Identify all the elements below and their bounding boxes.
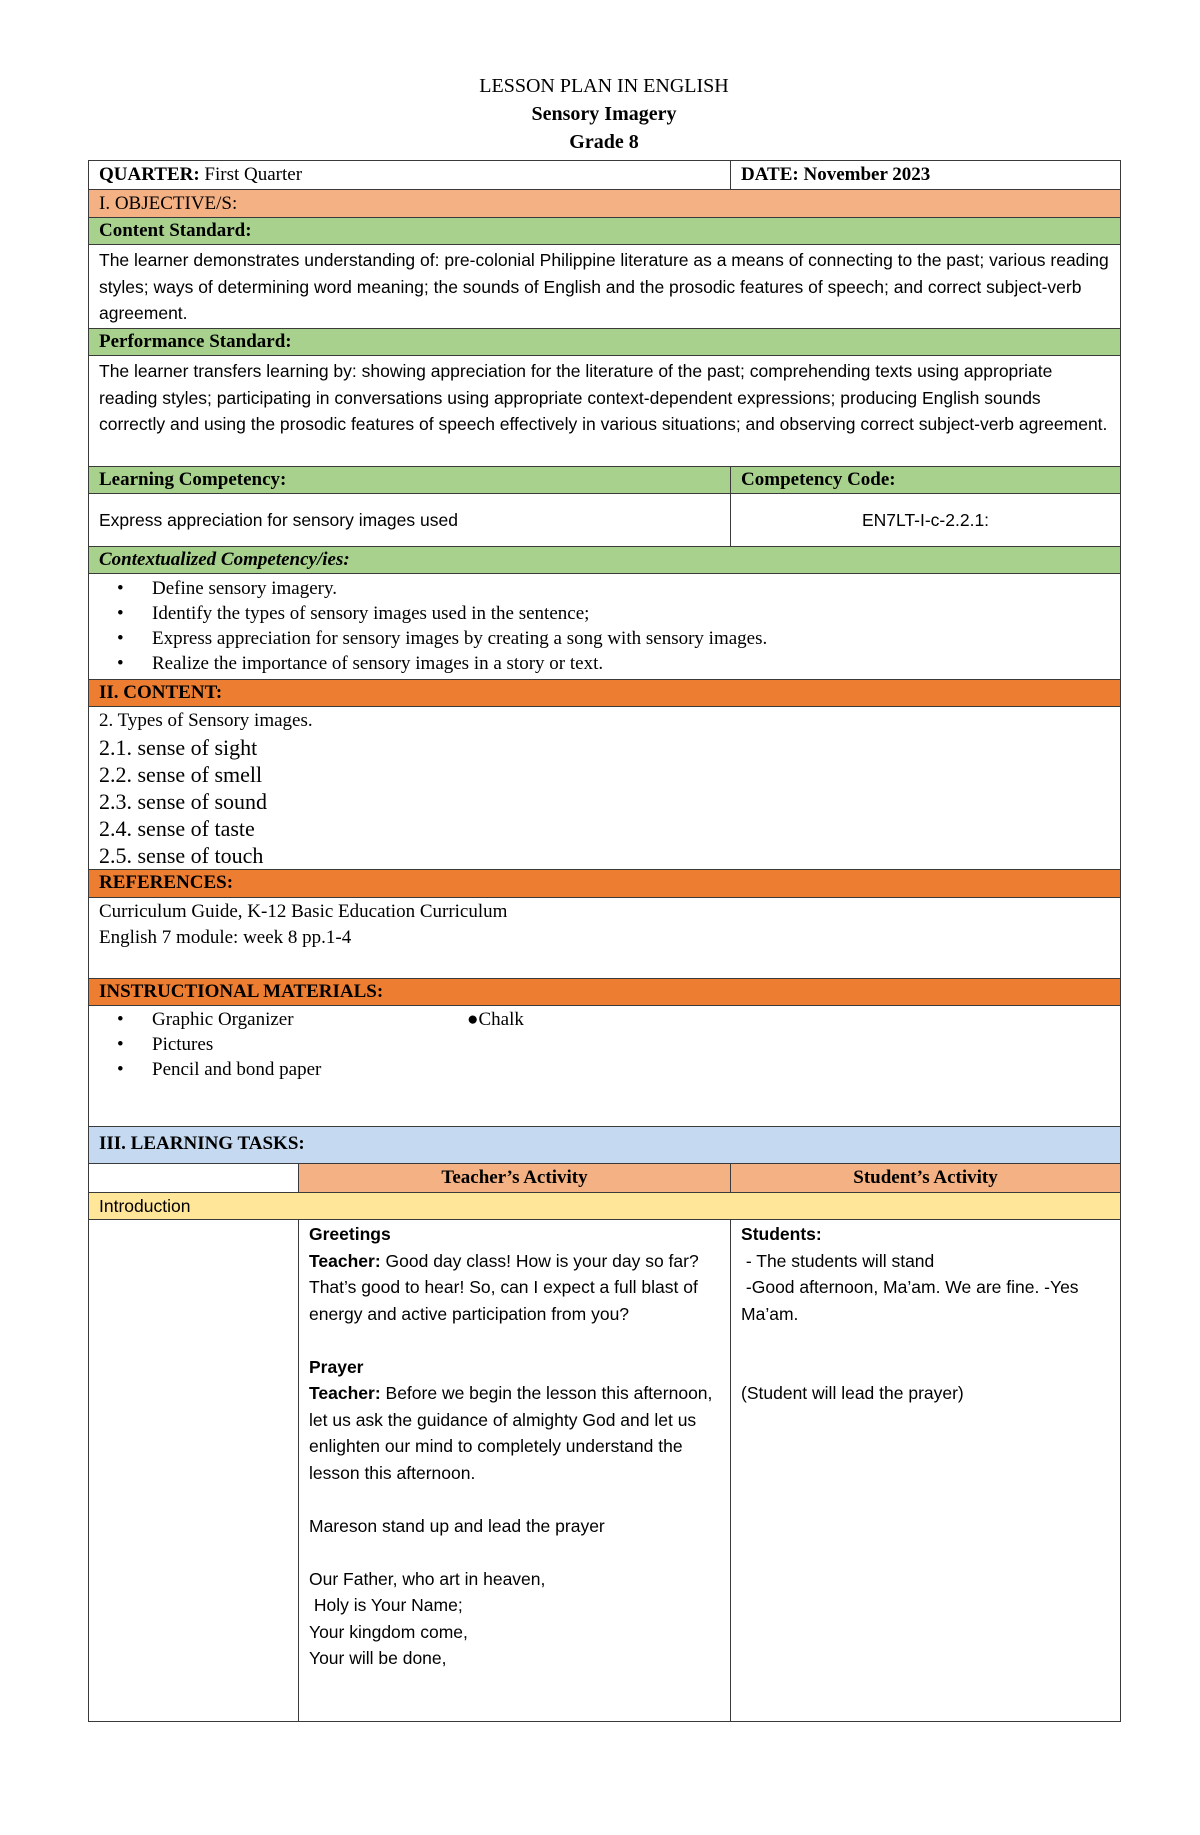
document-header xyxy=(88,72,1120,156)
contextualized-label-row xyxy=(89,547,1121,574)
date-label: DATE: xyxy=(741,164,799,185)
content-line: 2.4. sense of taste xyxy=(99,816,255,841)
learning-competency-label: Learning Competency: xyxy=(89,467,731,494)
content-line: 2.3. sense of sound xyxy=(99,789,268,814)
list-item: • Realize the importance of sensory images in a story or text. xyxy=(117,653,604,674)
contextualized-row xyxy=(89,574,1121,680)
content-standard-text: The learner demonstrates understanding of: pre-colonial Philippine literature as a means of connecting to the past; various reading styles; ways of determining word meaning; the sounds of English and the prosodic features of speech; and correct subject-verb agreement. xyxy=(89,245,1121,329)
materials-cell xyxy=(89,1006,1121,1127)
reference-line: Curriculum Guide, K-12 Basic Education Curriculum xyxy=(99,901,508,922)
bullet-icon: • xyxy=(117,1059,124,1080)
content-standard-label: Content Standard: xyxy=(89,218,1121,245)
competency-label-row xyxy=(89,467,1121,494)
quarter-date-row xyxy=(89,161,1121,190)
reference-line: English 7 module: week 8 pp.1-4 xyxy=(99,927,352,948)
content-heading-row xyxy=(89,680,1121,707)
quarter-label: QUARTER: xyxy=(99,164,200,185)
activity-row xyxy=(89,1220,1121,1722)
objectives-heading-row xyxy=(89,190,1121,218)
document-grade: Grade 8 xyxy=(569,131,639,153)
bullet-icon: • xyxy=(117,578,124,599)
activity-blank-cell xyxy=(89,1220,299,1722)
references-row xyxy=(89,898,1121,979)
teacher-activity-header: Teacher’s Activity xyxy=(299,1164,731,1193)
tasks-blank-header xyxy=(89,1164,299,1193)
prayer-line: Your will be done, xyxy=(309,1648,447,1668)
prayer-line: Your kingdom come, xyxy=(309,1621,468,1642)
student-prayer: (Student will lead the prayer) xyxy=(741,1383,964,1403)
content-line: 2.2. sense of smell xyxy=(99,762,263,787)
students-label: Students: xyxy=(741,1224,822,1244)
performance-standard-text: The learner transfers learning by: showing appreciation for the literature of the past; comprehending texts using appropriate reading styles; participating in conversations using appropriate context-dependent expressions; producing English sounds correctly and using the prosodic features of speech effectively in various situations; and observing correct subject-verb agreement. xyxy=(89,356,1121,467)
introduction-label: Introduction xyxy=(89,1193,1121,1220)
content-standard-row xyxy=(89,245,1121,329)
bullet-icon: • xyxy=(117,1009,124,1030)
content-row xyxy=(89,707,1121,870)
date-cell xyxy=(731,161,1121,190)
list-item: • Pencil and bond paper xyxy=(117,1059,322,1080)
student-activity-header: Student’s Activity xyxy=(731,1164,1121,1193)
tasks-columns-row xyxy=(89,1164,1121,1193)
prayer-line: Holy is Your Name; xyxy=(309,1595,463,1615)
content-standard-label-row xyxy=(89,218,1121,245)
list-item: • Express appreciation for sensory images by creating a song with sensory images. xyxy=(117,628,768,649)
content-line: 2.1. sense of sight xyxy=(99,735,258,760)
content-heading: II. CONTENT: xyxy=(89,680,1121,707)
materials-extra-item: ●Chalk xyxy=(467,1009,524,1030)
list-item: • Pictures xyxy=(117,1034,214,1055)
contextualized-label: Contextualized Competency/ies: xyxy=(89,547,1121,574)
tasks-heading-row xyxy=(89,1127,1121,1164)
lesson-plan-table xyxy=(88,160,1121,1722)
bullet-icon: • xyxy=(117,653,124,674)
contextualized-list xyxy=(99,576,1110,676)
competency-row xyxy=(89,494,1121,547)
document-title: LESSON PLAN IN ENGLISH xyxy=(479,75,729,97)
competency-code-label: Competency Code: xyxy=(731,467,1121,494)
references-heading: REFERENCES: xyxy=(89,870,1121,898)
quarter-value: First Quarter xyxy=(204,164,303,185)
greetings-teacher-text: Teacher: Good day class! How is your day so far? That’s good to hear! So, can I expect a full blast of energy and active participation from you? xyxy=(309,1250,699,1324)
student-line: -Good afternoon, Ma’am. We are fine. -Yes Ma’am. xyxy=(741,1277,1084,1324)
list-item: • Identify the types of sensory images used in the sentence; xyxy=(117,603,590,624)
references-cell xyxy=(89,898,1121,979)
greetings-label: Greetings xyxy=(309,1224,391,1244)
materials-row xyxy=(89,1006,1121,1127)
date-value: November 2023 xyxy=(803,164,931,185)
document-subtitle: Sensory Imagery xyxy=(531,103,677,125)
content-line: 2. Types of Sensory images. xyxy=(99,710,313,731)
materials-heading-row xyxy=(89,979,1121,1006)
bullet-icon: • xyxy=(117,1034,124,1055)
list-item: • Define sensory imagery. xyxy=(117,578,338,599)
performance-standard-label: Performance Standard: xyxy=(89,329,1121,356)
prayer-line: Our Father, who art in heaven, xyxy=(309,1568,546,1589)
tasks-heading: III. LEARNING TASKS: xyxy=(89,1127,1121,1164)
prayer-call: Mareson stand up and lead the prayer xyxy=(309,1515,605,1536)
prayer-teacher-text: Teacher: Before we begin the lesson this afternoon, let us ask the guidance of almighty God and let us enlighten our mind to completely understand the lesson this afternoon. xyxy=(309,1383,713,1483)
competency-code-text: EN7LT-I-c-2.2.1: xyxy=(731,494,1121,547)
student-activity-cell xyxy=(731,1220,1121,1722)
bullet-icon: • xyxy=(117,603,124,624)
contextualized-cell xyxy=(89,574,1121,680)
list-item: • Graphic Organizer xyxy=(117,1009,294,1030)
teacher-activity-cell xyxy=(299,1220,731,1722)
materials-list xyxy=(99,1007,1110,1082)
content-line: 2.5. sense of touch xyxy=(99,843,264,868)
performance-standard-label-row xyxy=(89,329,1121,356)
performance-standard-row xyxy=(89,356,1121,467)
references-heading-row xyxy=(89,870,1121,898)
learning-competency-text: Express appreciation for sensory images used xyxy=(89,494,731,547)
objectives-heading: I. OBJECTIVE/S: xyxy=(89,190,1121,218)
prayer-label: Prayer xyxy=(309,1356,364,1377)
quarter-cell xyxy=(89,161,731,190)
content-cell xyxy=(89,707,1121,870)
bullet-icon: ● xyxy=(467,1009,479,1030)
materials-heading: INSTRUCTIONAL MATERIALS: xyxy=(89,979,1121,1006)
introduction-row xyxy=(89,1193,1121,1220)
student-line: - The students will stand xyxy=(741,1250,935,1271)
bullet-icon: • xyxy=(117,628,124,649)
